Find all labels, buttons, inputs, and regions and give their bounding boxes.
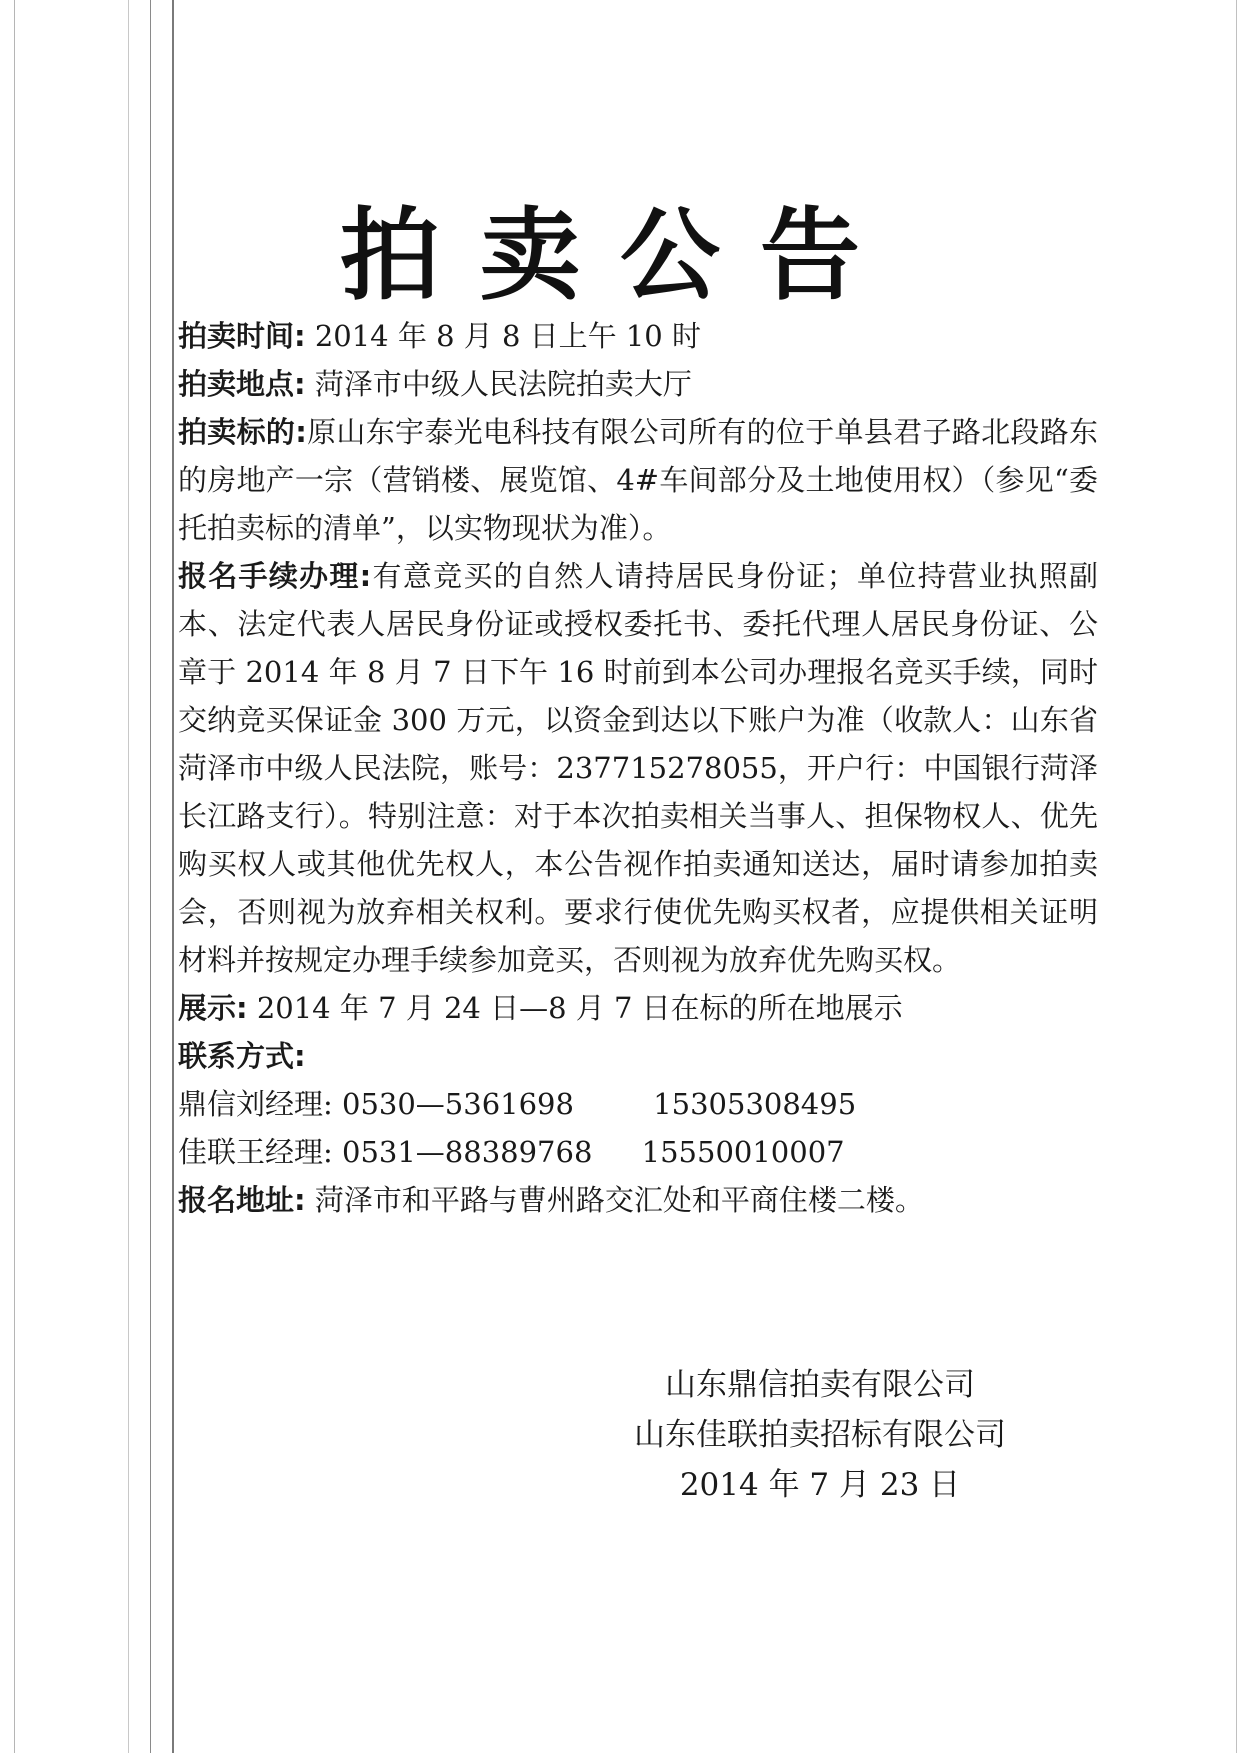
auction-place-label: 拍卖地点: (178, 367, 306, 401)
contact-person-name: 佳联王经理: (178, 1135, 333, 1169)
exhibition-label: 展示: (178, 991, 248, 1025)
contact-person-phone: 0530—5361698 (342, 1087, 574, 1121)
signature-company-2: 山东佳联拍卖招标有限公司 (634, 1417, 1006, 1453)
signature-date: 2014 年 7 月 23 日 (679, 1467, 961, 1503)
signature-block (600, 1360, 1040, 1510)
registration-text: 有意竞买的自然人请持居民身份证；单位持营业执照副本、法定代表人居民身份证或授权委托书、委托代理人居民身份证、公章于 2014 年 8 月 7 日下午 16 时前到本公司办理报名竞买手续，同时交纳竞买保证金 300 万元，以资金到达以下账户为准（收款人：山东省菏泽市中级人民法院，账号：237715278055，开户行：中国银行菏泽长江路支行）。特别注意：对于本次拍卖相关当事人、担保物权人、优先购买权人或其他优先权人，本公告视作拍卖通知送达，届时请参加拍卖会，否则视为放弃相关权利。要求行使优先购买权者，应提供相关证明材料并按规定办理手续参加竞买，否则视为放弃优先购买权。 (178, 559, 1098, 977)
registration-label: 报名手续办理: (178, 559, 372, 593)
auction-subject-text: 原山东宇泰光电科技有限公司所有的位于单县君子路北段路东的房地产一宗（营销楼、展览馆、4#车间部分及土地使用权）（参见“委托拍卖标的清单”，以实物现状为准）。 (178, 415, 1098, 545)
auction-subject-paragraph (178, 408, 1098, 552)
auction-time-value: 2014 年 8 月 8 日上午 10 时 (314, 319, 701, 353)
auction-place-value: 菏泽市中级人民法院拍卖大厅 (314, 367, 692, 401)
announcement-body (178, 312, 1098, 1224)
exhibition-value: 2014 年 7 月 24 日—8 月 7 日在标的所在地展示 (256, 991, 903, 1025)
auction-place-row (178, 360, 1098, 408)
contact-row (178, 1032, 1098, 1080)
contact-person-phone: 0531—88389768 (342, 1135, 593, 1169)
contact-person-mobile: 15305308495 (653, 1087, 857, 1121)
exhibition-row (178, 984, 1098, 1032)
auction-subject-label: 拍卖标的: (178, 415, 307, 449)
contact-person-row (178, 1080, 1098, 1128)
registration-paragraph (178, 552, 1098, 984)
contact-person-row (178, 1128, 1098, 1176)
contact-person-mobile: 15550010007 (641, 1135, 845, 1169)
auction-time-row (178, 312, 1098, 360)
registration-address-label: 报名地址: (178, 1183, 306, 1217)
contact-label: 联系方式: (178, 1039, 306, 1073)
registration-address-row (178, 1176, 1098, 1224)
registration-address-value: 菏泽市和平路与曹州路交汇处和平商住楼二楼。 (314, 1183, 924, 1217)
signature-company-1: 山东鼎信拍卖有限公司 (665, 1367, 975, 1403)
auction-time-label: 拍卖时间: (178, 319, 306, 353)
contact-person-name: 鼎信刘经理: (178, 1087, 333, 1121)
page-title: 拍卖公告 (340, 196, 900, 314)
